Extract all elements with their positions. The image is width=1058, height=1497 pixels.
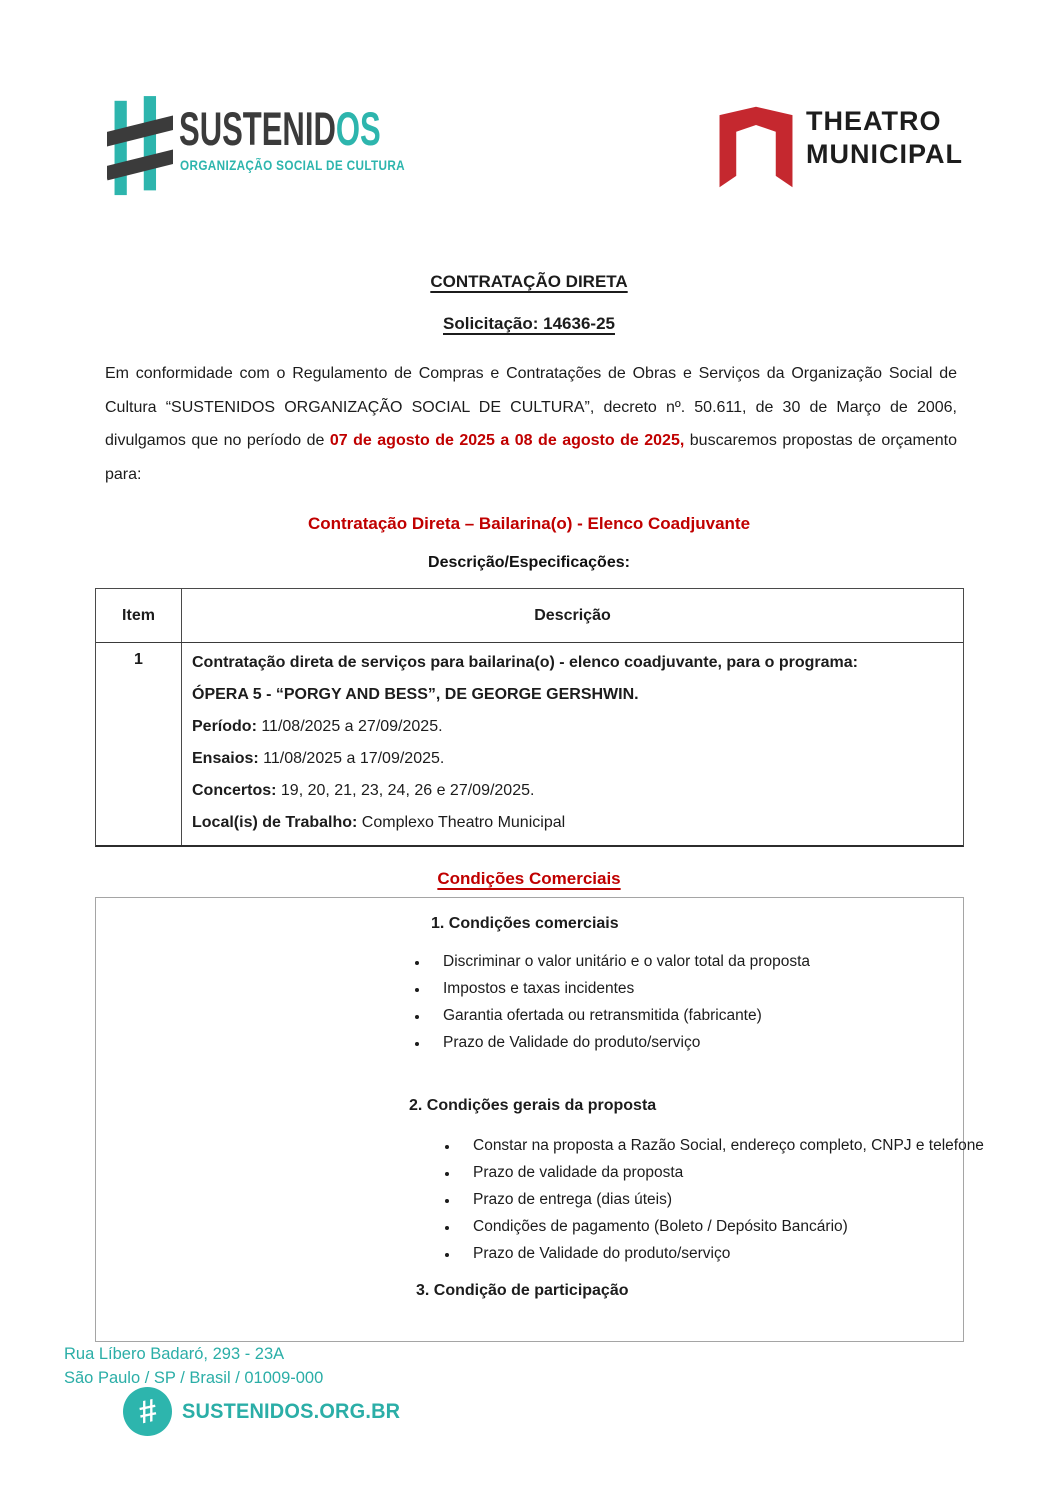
list-item: • Garantia ofertada ou retransmitida (fabricante) [429,1002,969,1029]
theatro-municipal-logo [718,103,978,193]
footer-brand [123,1387,412,1436]
solicitation-number: Solicitação: 14636-25 [443,314,615,333]
condition-list-2 [459,1132,984,1267]
theatro-arch-icon [718,105,794,189]
sustenidos-logo [107,92,527,202]
list-item: • Impostos e taxas incidentes [429,975,969,1002]
condition-list-1 [429,948,969,1056]
address-line2: São Paulo / SP / Brasil / 01009-000 [64,1368,324,1387]
footer-website: SUSTENIDOS.ORG.BR [182,1399,401,1423]
theatro-line2: MUNICIPAL [806,139,963,169]
col-header-item: Item [96,589,182,642]
commercial-conditions-box [95,897,984,1342]
sustenidos-tagline: ORGANIZAÇÃO SOCIAL DE CULTURA [180,158,405,173]
desc-line: Contratação direta de serviços para bailarina(o) - elenco coadjuvante, para o programa: [192,654,858,671]
spec-label: Descrição/Especificações: [428,554,630,571]
contract-section-title: Contratação Direta – Bailarina(o) - Elenco Coadjuvante [307,514,751,533]
theatro-line1: THEATRO [806,106,942,136]
address-line1: Rua Líbero Badaró, 293 - 23A [64,1345,285,1363]
condition-heading-1: 1. Condições comerciais [431,915,619,932]
intro-text-before: Em conformidade com o Regulamento de Compras e Contratações de Obras e Serviços da Organização Social de Cultura “SUSTENIDOS ORGANIZAÇÃO SOCIAL DE CULTURA”, decreto nº. 50.611, de 30 de Março de 2006, divulgamos que no período de [105,365,957,449]
list-item: • Condições de pagamento (Boleto / Depósito Bancário) [459,1213,984,1240]
row-item-number: 1 [96,643,182,845]
condition-heading-2: 2. Condições gerais da proposta [409,1097,657,1114]
list-item: • Constar na proposta a Razão Social, endereço completo, CNPJ e telefone [459,1132,984,1159]
wordmark-main: SUSTENID [179,102,336,155]
list-item: • Prazo de entrega (dias úteis) [459,1186,984,1213]
desc-line: Concertos: 19, 20, 21, 23, 24, 26 e 27/09/2025. [192,782,535,799]
table-row [96,643,963,845]
footer-address [64,1343,323,1390]
condition-heading-3: 3. Condição de participação [416,1282,629,1299]
hashtag-circle-icon: # [123,1387,172,1436]
list-item: • Prazo de Validade do produto/serviço [429,1029,969,1056]
desc-line: ÓPERA 5 - “PORGY AND BESS”, DE GEORGE GERSHWIN. [192,686,639,703]
spec-table [95,588,964,847]
desc-line: Período: 11/08/2025 a 27/09/2025. [192,718,443,735]
row-description [182,643,963,845]
document-title: CONTRATAÇÃO DIRETA [430,272,628,291]
spec-table-header [96,589,963,643]
intro-paragraph [105,357,957,491]
sustenidos-wordmark [179,101,381,156]
intro-text-after: buscaremos propostas de orçamento para: [105,432,957,483]
col-header-desc: Descrição [534,606,611,624]
theatro-wordmark [806,105,963,171]
commercial-conditions-title: Condições Comerciais [437,869,621,888]
intro-date-range: 07 de agosto de 2025 a 08 de agosto de 2025, [329,432,685,449]
wordmark-accent: OS [335,102,381,155]
list-item: • Prazo de validade da proposta [459,1159,984,1186]
list-item: • Prazo de Validade do produto/serviço [459,1240,984,1267]
hashtag-icon [107,94,173,200]
list-item: • Discriminar o valor unitário e o valor total da proposta [429,948,969,975]
desc-line: Local(is) de Trabalho: Complexo Theatro Municipal [192,814,566,831]
desc-line: Ensaios: 11/08/2025 a 17/09/2025. [192,750,445,767]
